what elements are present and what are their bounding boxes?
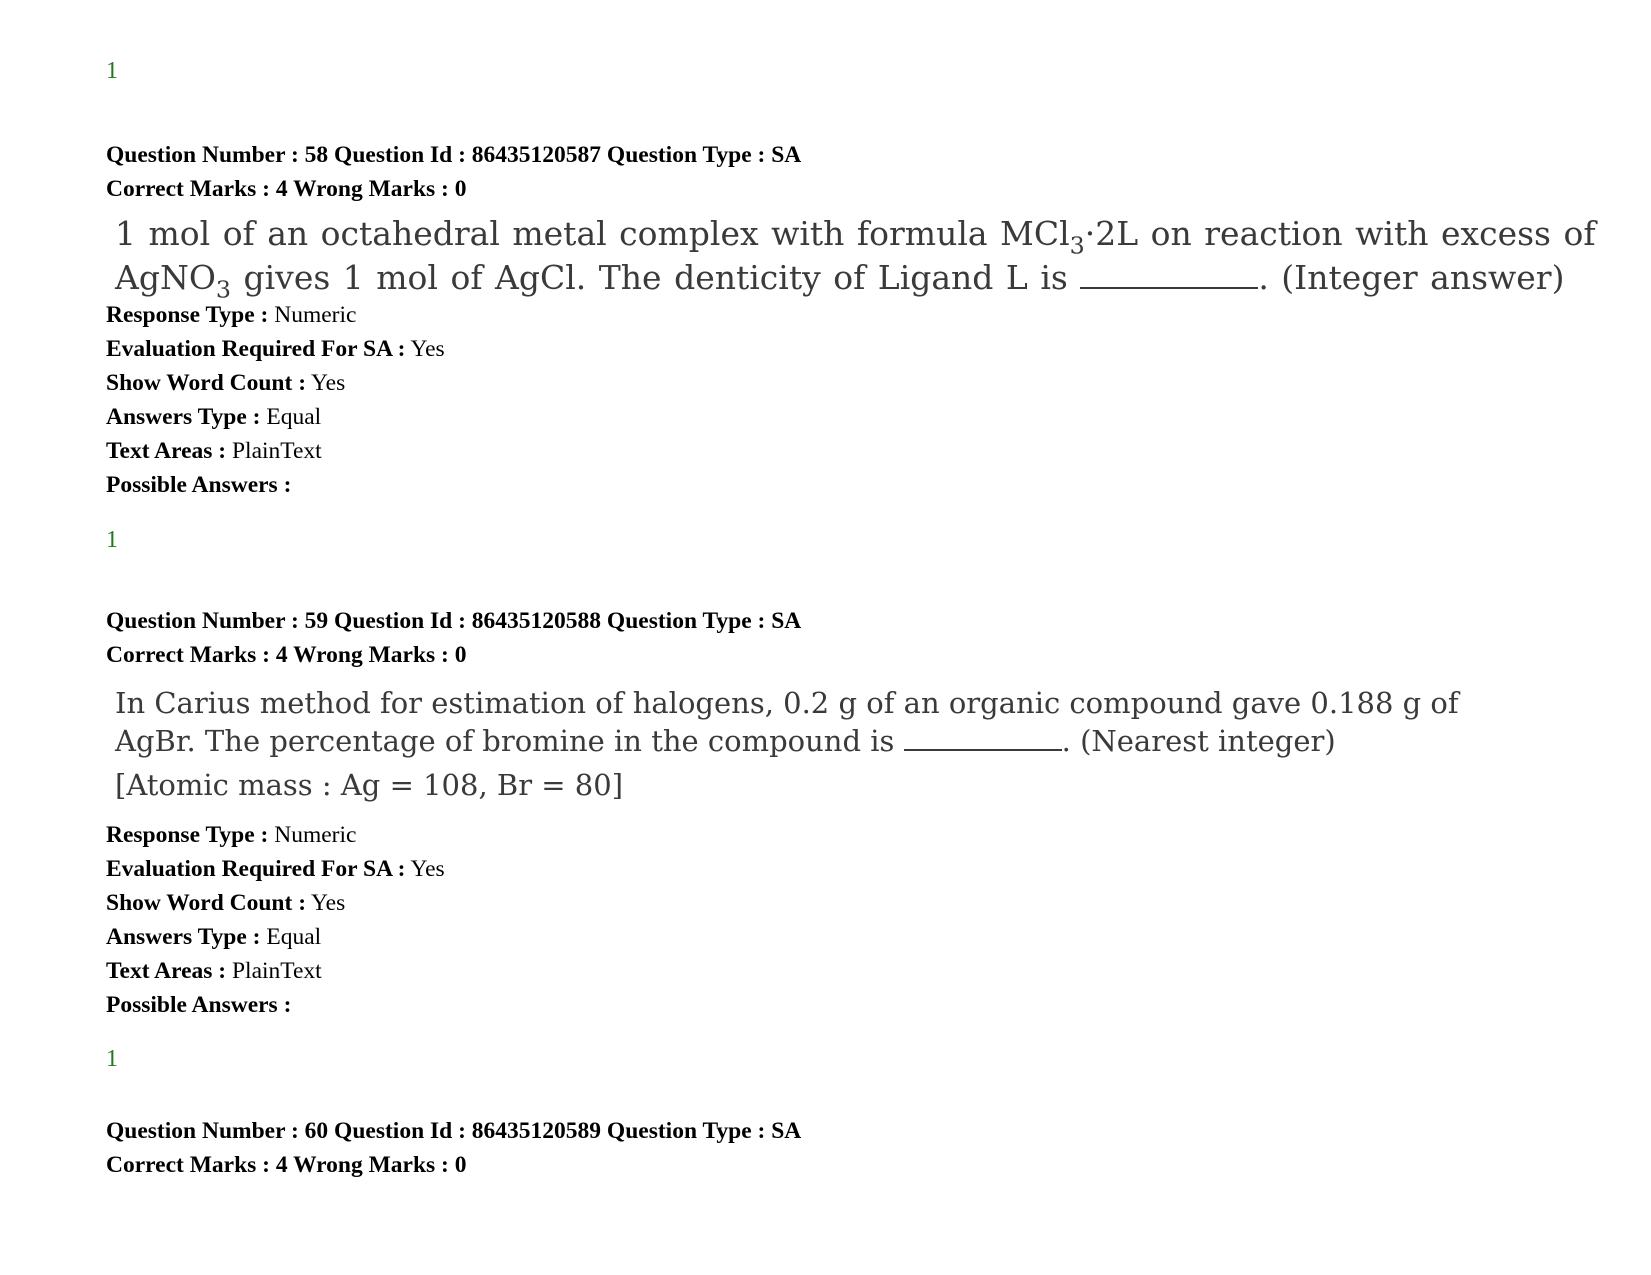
response-type-row: Response Type : Numeric: [106, 822, 357, 848]
question-58-text: [115, 212, 1596, 304]
question-text-line-3: [Atomic mass : Ag = 108, Br = 80]: [115, 768, 624, 802]
question-header: Question Number : 59 Question Id : 86435120588 Question Type : SA: [106, 608, 802, 634]
text-areas-row: Text Areas : PlainText: [106, 438, 322, 464]
possible-answers-row: Possible Answers :: [106, 992, 292, 1018]
question-59-fields: [106, 818, 445, 1022]
answers-type-row: Answers Type : Equal: [106, 404, 322, 430]
question-text-line-2: AgNO$_3$ gives 1 mol of AgCl. The denticity of Ligand L is . (Integer answer): [115, 258, 1565, 304]
show-word-count-row: Show Word Count : Yes: [106, 890, 346, 916]
question-59-answer: 1: [106, 1046, 118, 1072]
question-text-line-2: AgBr. The percentage of bromine in the compound is . (Nearest integer): [115, 724, 1336, 758]
question-marks: Correct Marks : 4 Wrong Marks : 0: [106, 176, 467, 202]
answers-type-row: Answers Type : Equal: [106, 924, 322, 950]
question-marks: Correct Marks : 4 Wrong Marks : 0: [106, 1152, 467, 1178]
previous-answer: 1: [106, 58, 118, 84]
question-header: Question Number : 58 Question Id : 86435120587 Question Type : SA: [106, 142, 802, 168]
question-text-line-1: In Carius method for estimation of halogens, 0.2 g of an organic compound gave 0.188 g of: [115, 686, 1459, 720]
evaluation-required-row: Evaluation Required For SA : Yes: [106, 336, 445, 362]
question-58-answer: 1: [106, 527, 118, 553]
question-58-block: [106, 138, 801, 206]
possible-answers-row: Possible Answers :: [106, 472, 292, 498]
question-60-block: [106, 1114, 801, 1182]
question-marks: Correct Marks : 4 Wrong Marks : 0: [106, 642, 467, 668]
show-word-count-row: Show Word Count : Yes: [106, 370, 346, 396]
question-59-text: [115, 684, 1459, 804]
text-areas-row: Text Areas : PlainText: [106, 958, 322, 984]
question-text-line-1: 1 mol of an octahedral metal complex with formula MCl$_3$·2L on reaction with excess of: [115, 214, 1596, 260]
answer-blank: [1080, 259, 1258, 289]
question-header: Question Number : 60 Question Id : 86435120589 Question Type : SA: [106, 1118, 802, 1144]
response-type-row: Response Type : Numeric: [106, 302, 357, 328]
question-59-block: [106, 604, 801, 672]
evaluation-required-row: Evaluation Required For SA : Yes: [106, 856, 445, 882]
question-58-fields: [106, 298, 445, 502]
answer-blank: [904, 724, 1062, 751]
